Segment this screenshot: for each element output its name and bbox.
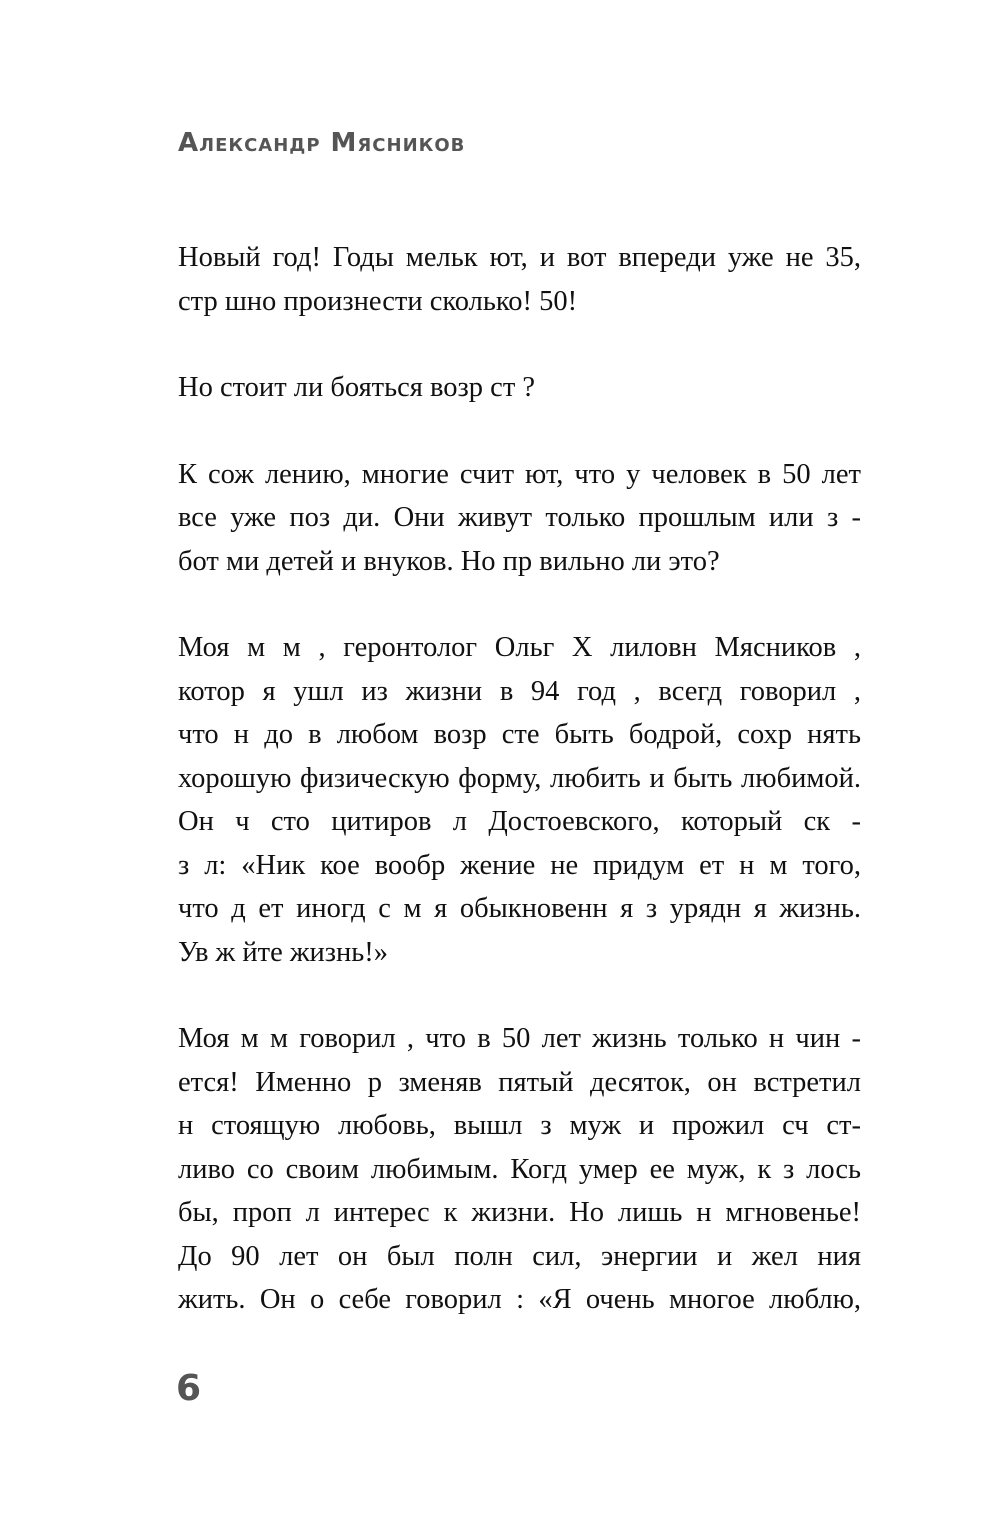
paragraph-4: [178, 626, 861, 974]
body-text: [178, 236, 861, 1322]
text-line: ливо со своим любимым. Когд умер ее муж, к з лось: [178, 1153, 861, 1185]
running-head-author: Александр Мясников: [178, 128, 466, 158]
text-line: что н до в любом возр сте быть бодрой, сохр нять: [178, 719, 861, 750]
text-line: Ув ж йте жизнь!»: [178, 936, 389, 968]
text-line: хорошую физическую форму, любить и быть любимой.: [178, 762, 861, 794]
text-line: ется! Именно р зменяв пятый десяток, он встретил: [178, 1066, 861, 1098]
text-line: котор я ушл из жизни в 94 год , всегд говорил ,: [178, 675, 861, 707]
text-line: все уже поз ди. Они живут только прошлым или з -: [178, 502, 861, 533]
paragraph-5: [178, 1017, 861, 1322]
text-line: Но стоит ли бояться возр ст ?: [178, 372, 536, 403]
text-line: з л: «Ник кое вообр жение не придум ет н м того,: [178, 849, 861, 881]
text-line: Новый год! Годы мельк ют, и вот впереди уже не 35,: [178, 242, 861, 273]
text-line: бот ми детей и внуков. Но пр вильно ли это?: [178, 545, 720, 577]
text-line: стр шно произнести сколько! 50!: [178, 285, 578, 317]
text-line: что д ет иногд с м я обыкновенн я з урядн я жизнь.: [178, 893, 861, 924]
page-number: 6: [176, 1368, 202, 1409]
text-line: жить. Он о себе говорил : «Я очень многое люблю,: [178, 1284, 861, 1315]
paragraph-2: [178, 366, 861, 410]
text-line: бы, проп л интерес к жизни. Но лишь н мгновенье!: [178, 1197, 861, 1228]
text-line: Он ч сто цитиров л Достоевского, который ск -: [178, 806, 861, 837]
text-line: Моя м м говорил , что в 50 лет жизнь только н чин -: [178, 1023, 861, 1054]
text-line: н стоящую любовь, вышл з муж и прожил сч ст-: [178, 1110, 861, 1141]
text-line: Моя м м , геронтолог Ольг Х лиловн Мясников ,: [178, 632, 861, 663]
text-line: К сож лению, многие счит ют, что у человек в 50 лет: [178, 458, 861, 490]
paragraph-1: [178, 236, 861, 323]
paragraph-3: [178, 453, 861, 584]
text-line: До 90 лет он был полн сил, энергии и жел ния: [178, 1240, 861, 1272]
